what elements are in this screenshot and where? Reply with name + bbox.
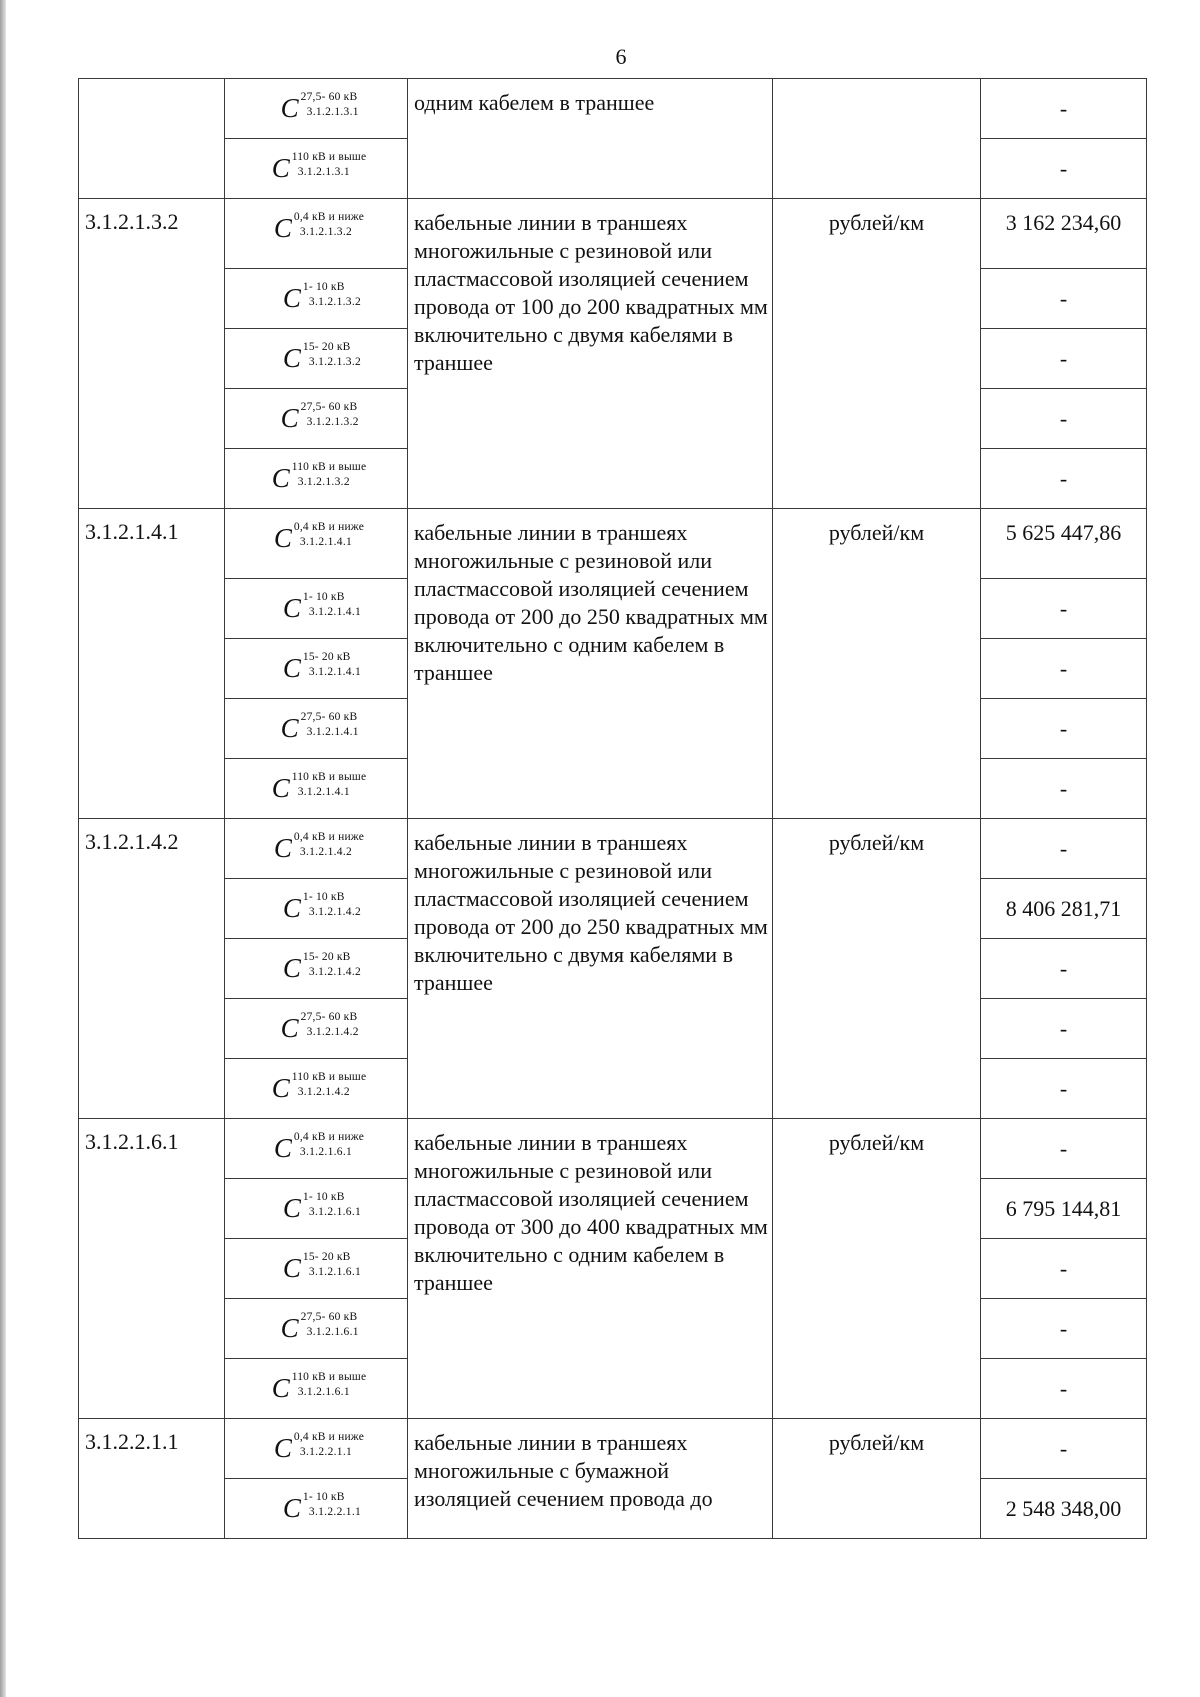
rate-symbol-letter: C: [280, 403, 299, 433]
rate-symbol-letter: C: [271, 463, 290, 493]
rate-symbol: [273, 831, 365, 867]
rate-symbol-cell: [225, 759, 408, 819]
rate-index: 3.1.2.1.3.2: [308, 296, 362, 308]
rate-index: 3.1.2.1.3.2: [297, 476, 350, 488]
voltage-class: 27,5- 60 кВ: [300, 91, 358, 103]
rate-symbol-letter: C: [282, 1253, 301, 1283]
item-code: 3.1.2.1.6.1: [79, 1119, 225, 1419]
rate-symbol-letter: C: [282, 953, 301, 983]
voltage-class: 27,5- 60 кВ: [300, 401, 358, 413]
rate-index: 3.1.2.1.4.2: [297, 1086, 350, 1098]
rate-index: 3.1.2.1.3.2: [308, 356, 362, 368]
rate-index: 3.1.2.1.6.1: [308, 1266, 362, 1278]
rate-symbol: [282, 1251, 362, 1287]
item-description: кабельные линии в траншеях многожильные с резиновой или пластмассовой изоляцией сечением провода от 300 до 400 квадратных мм включительно с одним кабелем в траншее: [408, 1119, 773, 1419]
rate-symbol-cell: [225, 1059, 408, 1119]
table-row: [79, 1419, 1147, 1479]
rate-value: -: [981, 939, 1147, 999]
rate-symbol-cell: [225, 1119, 408, 1179]
rate-symbol-cell: [225, 389, 408, 449]
item-description: кабельные линии в траншеях многожильные с резиновой или пластмассовой изоляцией сечением провода от 200 до 250 квадратных мм включительно с одним кабелем в траншее: [408, 509, 773, 819]
rate-symbol-cell: [225, 579, 408, 639]
voltage-class: 0,4 кВ и ниже: [293, 1431, 365, 1443]
rate-symbol-letter: C: [282, 1193, 301, 1223]
item-code: [79, 79, 225, 199]
voltage-class: 110 кВ и выше: [291, 1071, 367, 1083]
rate-symbol-cell: [225, 139, 408, 199]
voltage-class: 27,5- 60 кВ: [300, 1311, 358, 1323]
rate-symbol-cell: [225, 639, 408, 699]
rate-index: 3.1.2.1.4.2: [308, 906, 362, 918]
rate-symbol: [273, 211, 365, 247]
rate-value: -: [981, 1299, 1147, 1359]
rate-index: 3.1.2.1.3.1: [306, 106, 359, 118]
voltage-class: 27,5- 60 кВ: [300, 711, 358, 723]
rate-symbol-letter: C: [271, 153, 290, 183]
rate-symbol-cell: [225, 939, 408, 999]
rate-symbol-cell: [225, 1359, 408, 1419]
rate-symbol: [280, 91, 359, 127]
voltage-class: 15- 20 кВ: [302, 651, 351, 663]
rate-index: 3.1.2.1.3.1: [297, 166, 350, 178]
rate-index: 3.1.2.1.4.2: [299, 846, 353, 858]
rate-symbol: [282, 591, 362, 627]
rate-symbol: [273, 521, 365, 557]
voltage-class: 110 кВ и выше: [291, 771, 367, 783]
scan-left-edge: [0, 0, 6, 1697]
rate-index: 3.1.2.2.1.1: [308, 1506, 362, 1518]
rate-symbol: [271, 771, 367, 807]
rate-symbol: [271, 1071, 367, 1107]
rate-symbol: [271, 1371, 367, 1407]
rate-value: -: [981, 269, 1147, 329]
rate-value: -: [981, 699, 1147, 759]
rate-symbol-letter: C: [280, 713, 299, 743]
rate-symbol-letter: C: [271, 1073, 290, 1103]
item-description: кабельные линии в траншеях многожильные с бумажной изоляцией сечением провода до: [408, 1419, 773, 1539]
page-number: 6: [615, 44, 627, 69]
rate-index: 3.1.2.1.6.1: [306, 1326, 359, 1338]
voltage-class: 110 кВ и выше: [291, 1371, 367, 1383]
rate-symbol-letter: C: [271, 1373, 290, 1403]
rate-symbol: [271, 151, 367, 187]
item-unit: рублей/км: [773, 199, 981, 509]
rate-symbol-cell: [225, 509, 408, 579]
rate-symbol-letter: C: [273, 213, 292, 243]
rate-index: 3.1.2.1.4.2: [306, 1026, 359, 1038]
rate-symbol-cell: [225, 1239, 408, 1299]
voltage-class: 1- 10 кВ: [302, 1191, 345, 1203]
voltage-class: 1- 10 кВ: [302, 1491, 345, 1503]
rate-symbol-cell: [225, 1299, 408, 1359]
rate-symbol: [282, 951, 362, 987]
rate-symbol: [280, 1011, 359, 1047]
voltage-class: 110 кВ и выше: [291, 461, 367, 473]
rate-symbol-cell: [225, 79, 408, 139]
rate-index: 3.1.2.2.1.1: [299, 1446, 353, 1458]
rate-index: 3.1.2.1.4.1: [299, 536, 353, 548]
rate-value: -: [981, 999, 1147, 1059]
rate-value: -: [981, 1359, 1147, 1419]
rate-symbol-letter: C: [282, 593, 301, 623]
rate-symbol-letter: C: [271, 773, 290, 803]
item-code: 3.1.2.2.1.1: [79, 1419, 225, 1539]
item-unit: рублей/км: [773, 509, 981, 819]
rate-symbol-letter: C: [282, 653, 301, 683]
rate-value: -: [981, 759, 1147, 819]
rate-value: -: [981, 1239, 1147, 1299]
rate-value: 2 548 348,00: [981, 1479, 1147, 1539]
rate-symbol: [282, 1191, 362, 1227]
rate-value: 5 625 447,86: [981, 509, 1147, 579]
rate-symbol-cell: [225, 699, 408, 759]
voltage-class: 15- 20 кВ: [302, 341, 351, 353]
item-description: кабельные линии в траншеях многожильные с резиновой или пластмассовой изоляцией сечением провода от 200 до 250 квадратных мм включительно с двумя кабелями в траншее: [408, 819, 773, 1119]
rate-symbol-letter: C: [282, 1493, 301, 1523]
item-code: 3.1.2.1.4.1: [79, 509, 225, 819]
rate-symbol-cell: [225, 1419, 408, 1479]
rate-symbol: [273, 1431, 365, 1467]
rate-symbol-letter: C: [273, 1433, 292, 1463]
rate-value: -: [981, 139, 1147, 199]
rate-symbol-cell: [225, 1479, 408, 1539]
rate-symbol: [280, 401, 359, 437]
rate-symbol-letter: C: [280, 1313, 299, 1343]
rate-value: -: [981, 389, 1147, 449]
voltage-class: 1- 10 кВ: [302, 281, 345, 293]
table-row: [79, 199, 1147, 269]
item-unit: [773, 79, 981, 199]
rate-symbol-cell: [225, 449, 408, 509]
rate-symbol-cell: [225, 199, 408, 269]
voltage-class: 15- 20 кВ: [302, 1251, 351, 1263]
rate-value: -: [981, 579, 1147, 639]
tariff-table-body: [79, 79, 1147, 1539]
rate-index: 3.1.2.1.4.1: [308, 666, 362, 678]
rate-symbol: [282, 1491, 362, 1527]
rate-value: -: [981, 79, 1147, 139]
rate-symbol-cell: [225, 879, 408, 939]
rate-index: 3.1.2.1.6.1: [297, 1386, 350, 1398]
rate-index: 3.1.2.1.4.2: [308, 966, 362, 978]
item-description: кабельные линии в траншеях многожильные с резиновой или пластмассовой изоляцией сечением провода от 100 до 200 квадратных мм включительно с двумя кабелями в траншее: [408, 199, 773, 509]
item-code: 3.1.2.1.4.2: [79, 819, 225, 1119]
table-row: [79, 819, 1147, 879]
rate-symbol-cell: [225, 819, 408, 879]
table-row: [79, 509, 1147, 579]
item-code: 3.1.2.1.3.2: [79, 199, 225, 509]
rate-symbol: [271, 461, 367, 497]
rate-index: 3.1.2.1.6.1: [308, 1206, 362, 1218]
rate-value: -: [981, 1119, 1147, 1179]
rate-symbol-letter: C: [273, 833, 292, 863]
rate-symbol-letter: C: [280, 93, 299, 123]
rate-value: -: [981, 1419, 1147, 1479]
rate-index: 3.1.2.1.3.2: [306, 416, 359, 428]
rate-symbol-letter: C: [273, 1133, 292, 1163]
rate-value: 6 795 144,81: [981, 1179, 1147, 1239]
rate-index: 3.1.2.1.4.1: [297, 786, 350, 798]
item-unit: рублей/км: [773, 819, 981, 1119]
table-row: [79, 1119, 1147, 1179]
voltage-class: 0,4 кВ и ниже: [293, 831, 365, 843]
voltage-class: 1- 10 кВ: [302, 591, 345, 603]
rate-symbol: [282, 341, 362, 377]
rate-symbol-letter: C: [282, 343, 301, 373]
rate-index: 3.1.2.1.4.1: [306, 726, 359, 738]
voltage-class: 110 кВ и выше: [291, 151, 367, 163]
voltage-class: 0,4 кВ и ниже: [293, 211, 365, 223]
rate-symbol: [282, 891, 362, 927]
rate-index: 3.1.2.1.4.1: [308, 606, 362, 618]
rate-symbol-cell: [225, 269, 408, 329]
rate-symbol-letter: C: [282, 893, 301, 923]
rate-value: -: [981, 449, 1147, 509]
rate-symbol-cell: [225, 1179, 408, 1239]
rate-symbol-letter: C: [280, 1013, 299, 1043]
rate-symbol-letter: C: [282, 283, 301, 313]
rate-index: 3.1.2.1.6.1: [299, 1146, 353, 1158]
rate-symbol: [280, 711, 359, 747]
rate-symbol-cell: [225, 329, 408, 389]
rate-value: -: [981, 639, 1147, 699]
rate-symbol: [280, 1311, 359, 1347]
voltage-class: 15- 20 кВ: [302, 951, 351, 963]
item-unit: рублей/км: [773, 1419, 981, 1539]
item-description: одним кабелем в траншее: [408, 79, 773, 199]
rate-value: 8 406 281,71: [981, 879, 1147, 939]
rate-value: -: [981, 329, 1147, 389]
rate-symbol-letter: C: [273, 523, 292, 553]
rate-value: 3 162 234,60: [981, 199, 1147, 269]
voltage-class: 27,5- 60 кВ: [300, 1011, 358, 1023]
rate-symbol-cell: [225, 999, 408, 1059]
rate-value: -: [981, 819, 1147, 879]
voltage-class: 0,4 кВ и ниже: [293, 1131, 365, 1143]
rate-value: -: [981, 1059, 1147, 1119]
item-unit: рублей/км: [773, 1119, 981, 1419]
rate-symbol: [273, 1131, 365, 1167]
tariff-table: [78, 78, 1147, 1539]
rate-symbol: [282, 651, 362, 687]
voltage-class: 0,4 кВ и ниже: [293, 521, 365, 533]
voltage-class: 1- 10 кВ: [302, 891, 345, 903]
table-row: [79, 79, 1147, 139]
rate-index: 3.1.2.1.3.2: [299, 226, 353, 238]
rate-symbol: [282, 281, 362, 317]
